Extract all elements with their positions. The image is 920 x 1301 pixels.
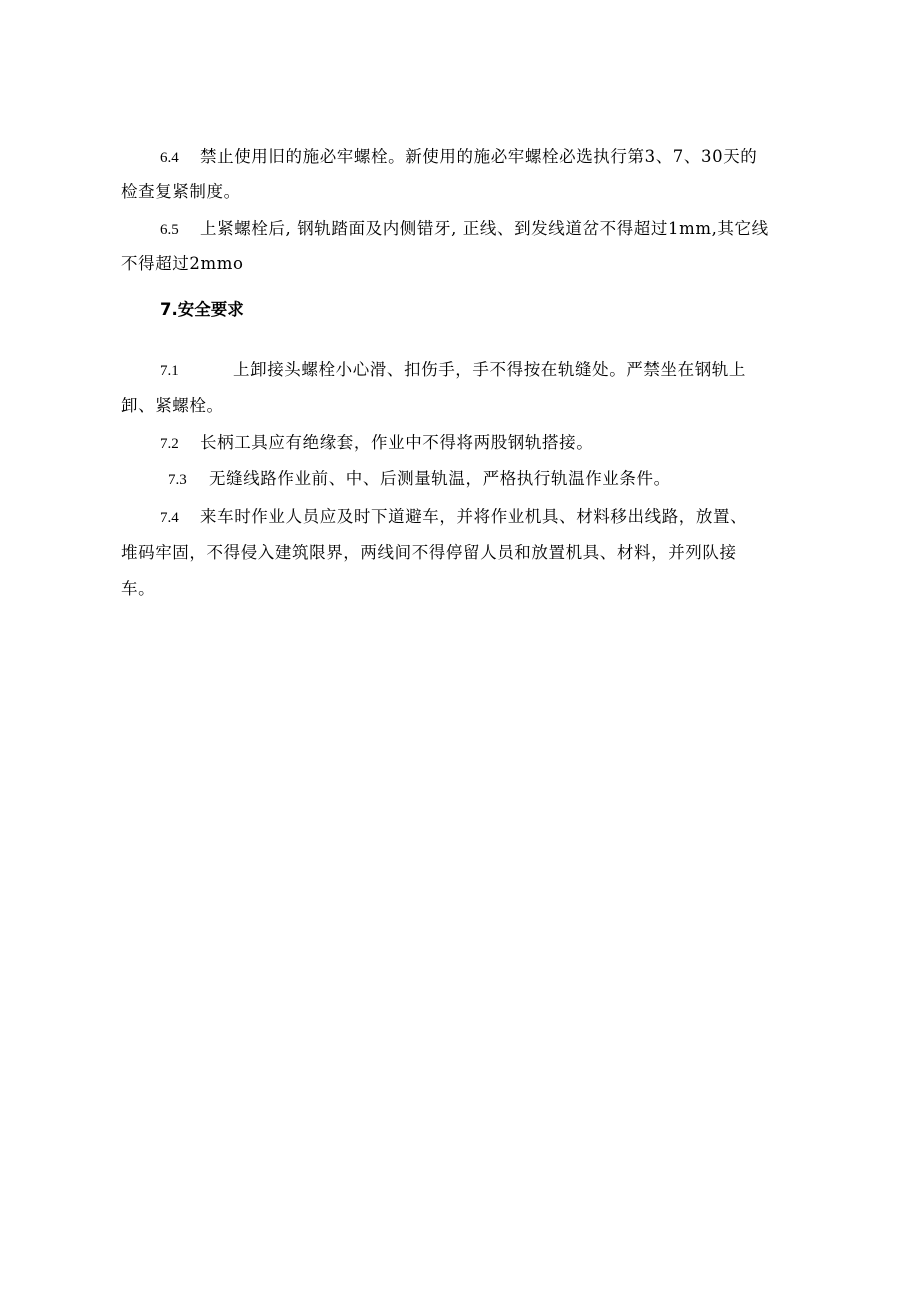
- section-number-7-3: 7.3: [168, 472, 187, 488]
- section-6-5-line-2: 不得超过2mmo: [121, 254, 244, 273]
- section-number-7-2: 7.2: [160, 436, 179, 452]
- section-7-2-line-1: 长柄工具应有绝缘套，作业中不得将两股钢轨搭接。: [200, 433, 594, 452]
- section-7-3-line-1: 无缝线路作业前、中、后测量轨温，严格执行轨温作业条件。: [209, 469, 671, 488]
- section-6-4-line-1: 禁止使用旧的施必牢螺栓。新使用的施必牢螺栓必选执行第3、7、30天的: [200, 147, 758, 166]
- section-6-4-line-2: 检查复紧制度。: [121, 182, 241, 201]
- section-heading-7: 7.安全要求: [160, 300, 244, 319]
- section-7-4-line-2: 堆码牢固，不得侵入建筑限界，两线间不得停留人员和放置机具、材料，并列队接: [121, 543, 737, 562]
- section-7-1-line-1: 上卸接头螺栓小心滑、扣伤手，手不得按在轨缝处。严禁坐在钢轨上: [233, 360, 746, 379]
- section-7-4-line-1: 来车时作业人员应及时下道避车，并将作业机具、材料移出线路，放置、: [200, 507, 748, 526]
- section-7-1-line-2: 卸、紧螺栓。: [121, 396, 224, 415]
- section-number-6-4: 6.4: [160, 150, 179, 166]
- section-7-4-line-3: 车。: [121, 579, 156, 598]
- section-number-7-1: 7.1: [160, 363, 179, 379]
- section-number-6-5: 6.5: [160, 222, 179, 238]
- section-number-7-4: 7.4: [160, 510, 179, 526]
- section-6-5-line-1: 上紧螺栓后, 钢轨踏面及内侧错牙, 正线、到发线道岔不得超过1mm,其它线: [200, 219, 769, 238]
